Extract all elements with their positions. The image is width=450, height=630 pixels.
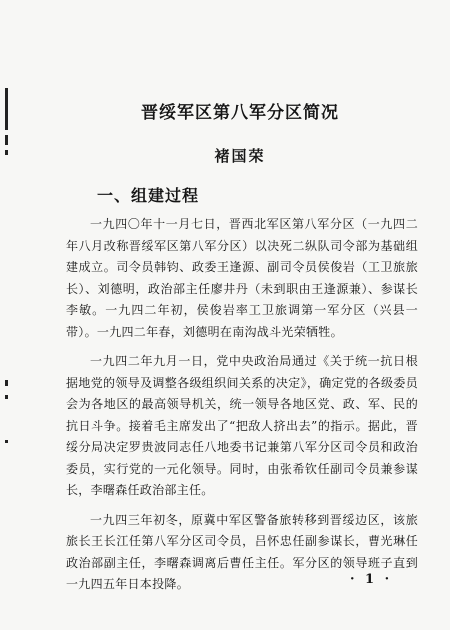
paragraph: 一九四二年九月一日，党中央政治局通过《关于统一抗日根据地党的领导及调整各级组织间关系的决定》，确定党的各级委员会为各地区的最高领导机关，统一领导各地区党、政、军、民的抗日斗争。接着毛主席发出了“把敌人挤出去”的指示。据此，晋绥分局决定罗贵波同志任八地委书记兼第八军分区司令员和政治委员，实行党的一元化领导。同时，由张希钦任副司令员兼参谋长，李曙森任政治部主任。 bbox=[66, 354, 418, 497]
body-text bbox=[66, 214, 418, 604]
page-number: · 1 · bbox=[350, 572, 393, 587]
author-name: 褚国荣 bbox=[214, 147, 266, 165]
binding-mark bbox=[5, 135, 8, 145]
paragraph: 一九四三年初冬，原冀中军区警备旅转移到晋绥边区，该旅旅长王长江任第八军分区司令员，吕怀忠任副参谋长，曹光琳任政治部副主任，李曙森调离后曹任主任。军分区的领导班子直到一九四五年日本投降。 bbox=[66, 512, 418, 591]
document-title: 晋绥军区第八军分区简况 bbox=[141, 103, 339, 123]
section-heading: 一、组建过程 bbox=[97, 186, 200, 205]
paragraph: 一九四〇年十一月七日，晋西北军区第八军分区（一九四二年八月改称晋绥军区第八军分区）以决死二纵队司令部为基础组建成立。司令员韩钧、政委王逢源、副司令员侯俊岩（工卫旅旅长）、刘德明，政治部主任廖井丹（未到职由王逢源兼）、参谋长李敏。一九四二年初，侯俊岩率工卫旅调第一军分区（兴县一带）。一九四二年春，刘德明在南沟战斗光荣牺牲。 bbox=[66, 217, 418, 339]
binding-mark bbox=[5, 395, 8, 399]
binding-edge bbox=[0, 0, 18, 630]
binding-mark bbox=[5, 88, 8, 130]
binding-mark bbox=[5, 440, 8, 443]
binding-mark bbox=[5, 150, 8, 155]
binding-mark bbox=[5, 380, 8, 386]
